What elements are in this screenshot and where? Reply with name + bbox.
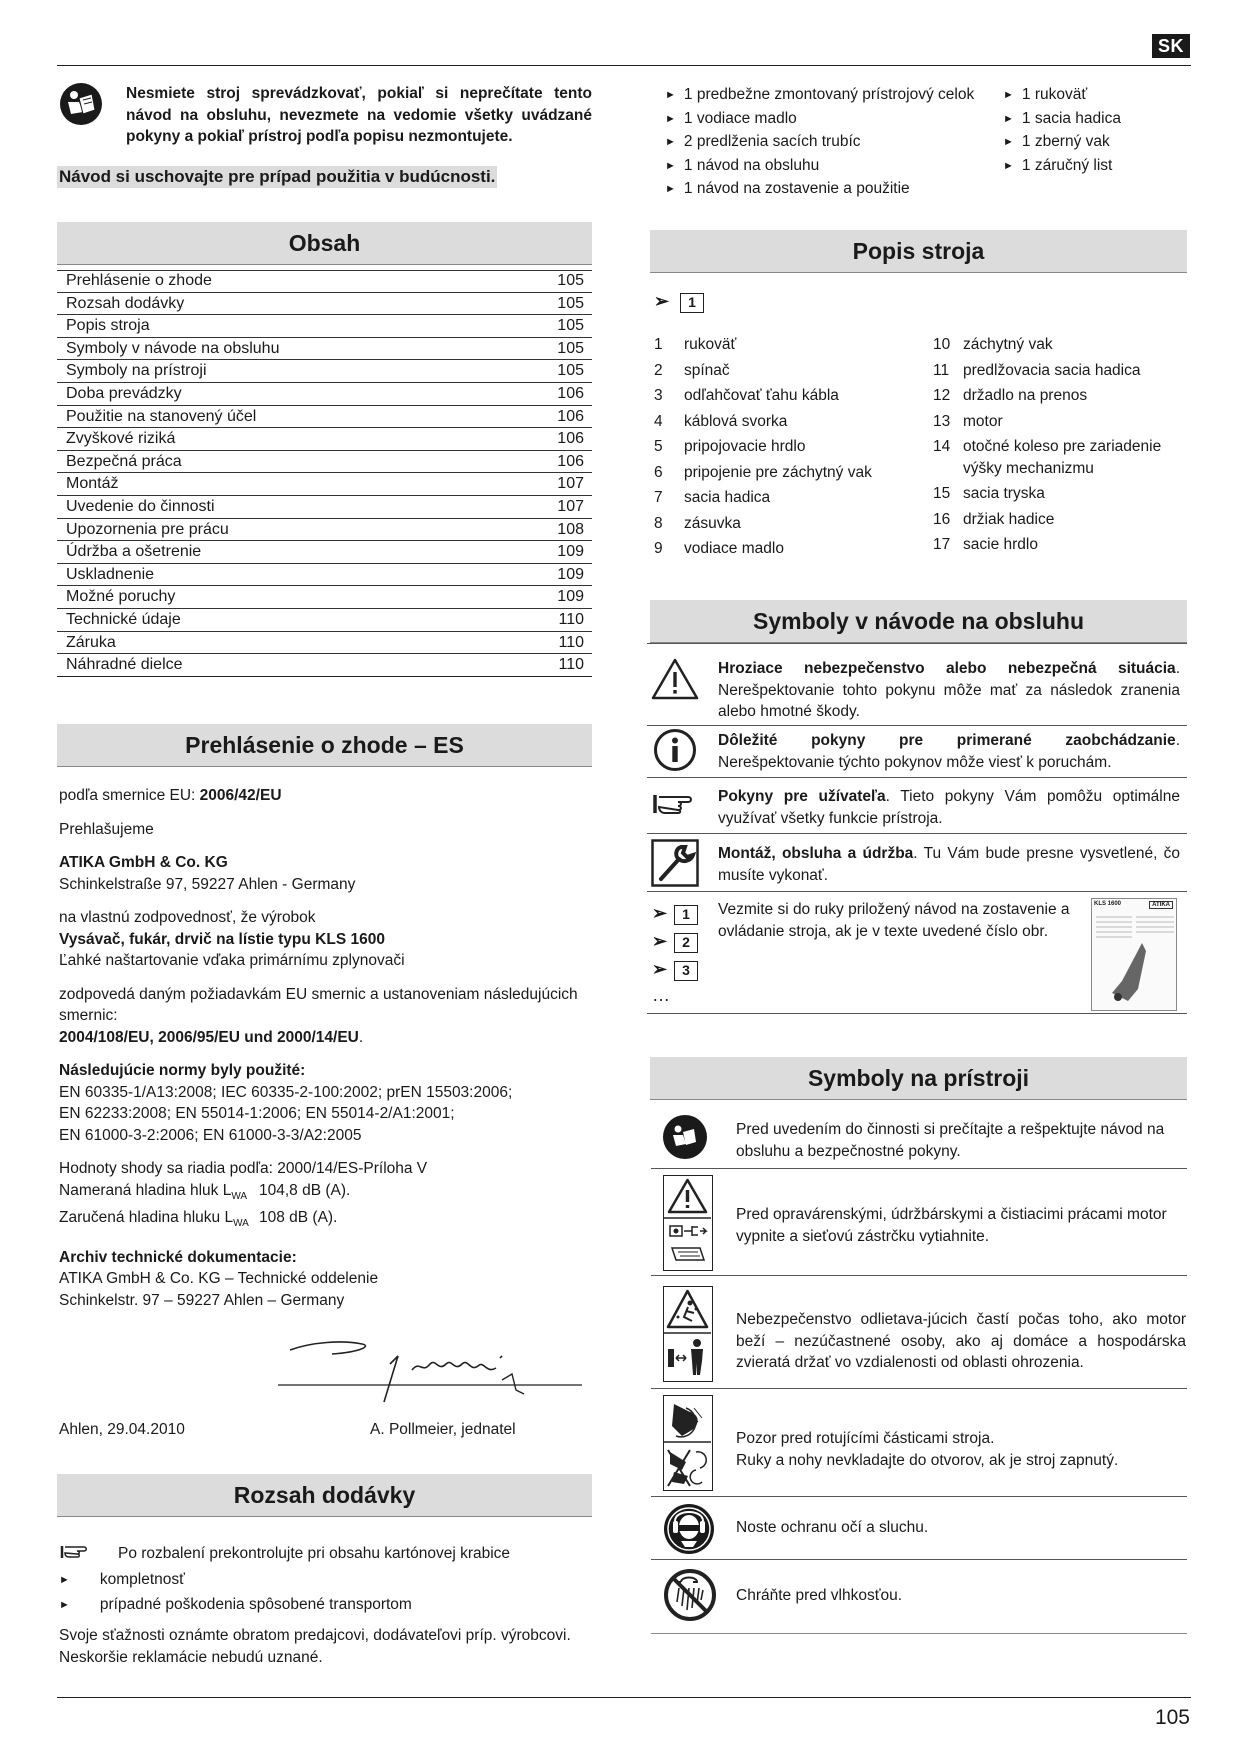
list-item: ► 1 rukoväť: [1003, 84, 1121, 108]
top-rule: [57, 65, 1191, 66]
device-symbol-line: obsluhu a bezpečnostné pokyny.: [736, 1142, 961, 1160]
device-symbol-line: Pred uvedením do činnosti si prečítajte a rešpektujte návod na: [736, 1121, 1165, 1138]
toc-row[interactable]: [57, 654, 592, 677]
device-symbol-line: zvieratá držať vo vzdialenosti od oblasti ohrozenia.: [736, 1354, 1084, 1371]
device-symbol-line: beží – nezúčastnené osoby, ako aj domáce a hospodárska: [736, 1332, 1186, 1350]
declare-line: Prehlašujeme: [59, 820, 154, 838]
signatory: A. Pollmeier, jednatel: [370, 1421, 516, 1438]
arrow-right-icon: ➢: [652, 931, 668, 951]
device-symbol-line: vypnite a sieťovú zástrčku vytiahnite.: [736, 1227, 990, 1245]
toc-row[interactable]: [57, 496, 592, 519]
part-item: [654, 362, 730, 380]
part-number: 14: [933, 438, 951, 455]
figure-text-line: Vezmite si do ruky priložený návod na zostavenie a: [718, 901, 1070, 918]
toc-page: 105: [557, 317, 584, 335]
warning-triangle-icon: [651, 657, 699, 706]
delivery-items-right: [1003, 84, 1121, 178]
info-text: [718, 730, 1180, 773]
toc-label: Údržba a ošetrenie: [66, 543, 202, 561]
device-symbol-row: [651, 1169, 1187, 1276]
toc-label: Popis stroja: [66, 317, 150, 335]
part-item: [654, 489, 770, 507]
archive-line: ATIKA GmbH & Co. KG – Technické oddelenie: [59, 1270, 379, 1288]
figure-ref: ➢ 1: [652, 900, 698, 928]
delivery-heading: Rozsah dodávky: [57, 1474, 592, 1517]
toc-label: Uvedenie do činnosti: [66, 498, 215, 515]
danger-title-line: Hroziace nebezpečenstvo alebo nebezpečná situácia.: [718, 660, 1180, 677]
list-item: ► 1 návod na zostavenie a použitie: [665, 178, 974, 202]
delivery-bullets: [59, 1568, 412, 1618]
part-item: [654, 387, 839, 405]
part-number: 12: [933, 387, 951, 404]
part-number: 11: [933, 361, 950, 379]
note-line: Svoje sťažnosti oznámte obratom predajcovi, dodávateľovi príp. výrobcovi.: [59, 1627, 571, 1644]
device-symbol-line: Pred opravárenskými, údržbárskymi a čistiacimi prácami motor: [736, 1206, 1167, 1223]
part-number: 3: [654, 387, 663, 404]
list-item: ► 2 predlženia sacích trubíc: [665, 131, 974, 155]
part-label: záchytný vak: [963, 336, 1053, 353]
maintenance-text: [718, 843, 1180, 886]
list-item: ► 1 záručný list: [1003, 155, 1121, 179]
toc-label: Montáž: [66, 475, 119, 493]
toc-row[interactable]: [57, 338, 592, 361]
danger-text: [718, 658, 1180, 723]
toc-label: Náhradné dielce: [66, 656, 183, 674]
list-item: ► 1 vodiace madlo: [665, 108, 974, 132]
noise-guaranteed: Zaručená hladina hluku $L_{WA}$ 108 dB (A).: [59, 1209, 338, 1230]
norm-line: EN 60335-1/A13:2008; IEC 60335-2-100:2002; prEN 15503:2006;: [59, 1083, 513, 1101]
toc-page: 106: [557, 430, 584, 448]
info-row: [647, 726, 1187, 778]
part-number: 7: [654, 489, 663, 506]
part-label: káblová svorka: [684, 412, 788, 430]
toc-row[interactable]: [57, 519, 592, 542]
toc-page: 109: [557, 543, 584, 561]
arrow-right-icon: ➢: [652, 903, 668, 923]
toc-page: 106: [557, 452, 584, 470]
toc-label: Upozornenia pre prácu: [66, 520, 229, 538]
hand-pointer-icon: [60, 1543, 88, 1566]
signature: [272, 1330, 602, 1415]
user-title-line: Pokyny pre užívateľa. Tieto pokyny Vám pomôžu optimálne: [718, 788, 1180, 805]
page-number: 105: [1154, 1706, 1190, 1729]
list-item: ► prípadné poškodenia spôsobené transportom: [59, 1593, 412, 1618]
toc-row[interactable]: [57, 473, 592, 496]
device-symbol-line: Ruky a nohy nevkladajte do otvorov, ak je stroj zapnutý.: [736, 1451, 1119, 1469]
part-item: [933, 536, 1038, 554]
figure-row: [647, 892, 1187, 1014]
toc-page: 107: [557, 475, 584, 493]
arrow-right-icon: ➢: [654, 291, 670, 311]
figure-ref: ➢ 3: [652, 956, 698, 984]
responsibility-line: na vlastnú zodpovednosť, že výrobok: [59, 909, 316, 926]
maintenance-row: [647, 834, 1187, 892]
figure-text-line: ovládanie stroja, ak je v texte uvedené číslo obr.: [718, 922, 1049, 940]
part-number: 8: [654, 514, 663, 532]
norm-line: EN 61000-3-2:2006; EN 61000-3-3/A2:2005: [59, 1126, 362, 1144]
info-line: Nerešpektovanie týchto pokynov môže viesť k poruchám.: [718, 753, 1112, 771]
info-title-line: Dôležité pokyny pre primerané zaobchádzanie.: [718, 732, 1180, 749]
no-moisture-icon: [663, 1568, 717, 1627]
toc-page: 105: [557, 362, 584, 380]
place-date: Ahlen, 29.04.2010: [59, 1421, 185, 1438]
toc-label: Uskladnenie: [66, 565, 155, 583]
toc-label: Použitie na stanovený účel: [66, 407, 257, 425]
device-symbol-line: Chráňte pred vlhkosťou.: [736, 1587, 903, 1604]
thumbnail-brand: ATIKA: [1149, 901, 1173, 909]
device-symbol-text: [736, 1428, 1118, 1471]
toc-page: 105: [557, 294, 584, 312]
toc-label: Technické údaje: [66, 611, 181, 628]
list-item: ► 1 sacia hadica: [1003, 108, 1121, 132]
norm-line: EN 62233:2008; EN 55014-1:2006; EN 55014-2/A1:2001;: [59, 1105, 455, 1122]
part-label: sacia hadica: [684, 489, 771, 506]
toc-label: Záruka: [66, 633, 116, 651]
flying-debris-icon: [663, 1286, 713, 1382]
part-item: [933, 336, 1053, 354]
declaration-body: [59, 785, 599, 1311]
device-symbol-text: [736, 1585, 902, 1607]
maintenance-line: musíte vykonať.: [718, 866, 829, 884]
toc-page: 110: [558, 656, 584, 674]
info-icon: [653, 728, 697, 777]
part-number: 9: [654, 540, 663, 557]
figure-reference: [654, 291, 704, 313]
keep-manual-note: Návod si uschovajte pre prípad použitia v budúcnosti.: [59, 167, 496, 186]
toc-label: Rozsah dodávky: [66, 294, 185, 312]
part-number: 2: [654, 361, 663, 379]
toc-label: Bezpečná práca: [66, 452, 182, 470]
manual-symbols-top-rule: [647, 643, 1187, 644]
read-manual-icon: [663, 1115, 707, 1159]
description-heading: Popis stroja: [650, 230, 1187, 273]
toc-label: Symboly na prístroji: [66, 362, 207, 380]
obsah-heading: Obsah: [57, 222, 592, 265]
part-label: držiak hadice: [963, 510, 1055, 528]
part-label: odľahčovať ťahu kábla: [684, 387, 839, 404]
figure-refs: [652, 900, 698, 1006]
user-line: využívať všetky funkcie prístroja.: [718, 809, 943, 827]
device-symbol-line: Noste ochranu očí a sluchu.: [736, 1519, 929, 1536]
device-symbol-text: [736, 1119, 1164, 1162]
toc-label: Možné poruchy: [66, 588, 176, 606]
bottom-rule: [57, 1697, 1191, 1698]
archive-line: Schinkelstr. 97 – 59227 Ahlen – Germany: [59, 1291, 345, 1309]
part-label: držadlo na prenos: [963, 387, 1088, 404]
toc-page: 106: [557, 385, 584, 402]
part-item: [933, 438, 1161, 456]
toc-page: 106: [557, 407, 584, 425]
ellipsis: …: [652, 985, 670, 1005]
toc-row[interactable]: [57, 632, 592, 655]
part-item: [654, 540, 784, 558]
part-label: rukoväť: [684, 336, 737, 353]
part-number: 17: [933, 536, 951, 553]
toc-page: 109: [557, 588, 584, 606]
part-number: 10: [933, 336, 951, 353]
device-symbols-bottom-rule: [651, 1633, 1187, 1634]
part-number: 5: [654, 438, 663, 455]
manual-thumbnail: [1091, 898, 1177, 1011]
device-symbol-row: [651, 1497, 1187, 1560]
part-item: [654, 336, 736, 354]
part-number: 6: [654, 463, 663, 481]
toc-page: 105: [557, 272, 584, 289]
toc-page: 109: [557, 565, 584, 583]
toc-page: 108: [557, 520, 584, 538]
part-item: [933, 387, 1087, 405]
toc-row[interactable]: [57, 383, 592, 406]
part-item: [933, 413, 1003, 431]
user-row: [647, 778, 1187, 834]
toc-row[interactable]: [57, 541, 592, 564]
eye-ear-protection-icon: [663, 1503, 715, 1560]
list-item: ► 1 zberný vak: [1003, 131, 1121, 155]
danger-line: Nerešpektovanie tohto pokynu môže mať za následok zranenia: [718, 681, 1180, 699]
read-manual-icon: [59, 82, 103, 131]
danger-row: [647, 654, 1187, 726]
list-item: ► 1 predbežne zmontovaný prístrojový celok: [665, 84, 974, 108]
part-item: [933, 485, 1045, 503]
part-number: 4: [654, 412, 663, 430]
delivery-items-left: [665, 84, 974, 202]
part-item: [654, 464, 872, 482]
language-badge: SK: [1152, 34, 1190, 58]
toc-row[interactable]: [57, 360, 592, 383]
rotating-parts-icon: [663, 1395, 713, 1491]
figure-number: 1: [680, 293, 704, 313]
toc-page: 110: [558, 611, 584, 628]
part-item: [654, 413, 787, 431]
part-item: [654, 515, 741, 533]
note-line: Neskoršie reklamácie nebudú uznané.: [59, 1648, 323, 1666]
danger-line: alebo hmotné škody.: [718, 703, 860, 720]
thumbnail-title: KLS 1600: [1094, 901, 1122, 907]
part-label: pripojenie pre záchytný vak: [684, 463, 872, 481]
delivery-note: [59, 1625, 571, 1668]
part-item: [933, 511, 1054, 529]
toc-row[interactable]: [57, 451, 592, 474]
conform-directives: 2004/108/EU, 2006/95/EU und 2000/14/EU.: [59, 1028, 364, 1046]
toc-row[interactable]: [57, 315, 592, 338]
part-label: spínač: [684, 361, 730, 379]
delivery-check: Po rozbalení prekontrolujte pri obsahu kartónovej krabice: [118, 1545, 511, 1562]
device-symbol-row: [651, 1560, 1187, 1633]
manual-symbols-heading: Symboly v návode na obsluhu: [650, 600, 1187, 643]
warning-text: Nesmiete stroj sprevádzkovať, pokiaľ si neprečítate tento návod na obsluhu, nevezmete na vedomie všetky uvádzané pokyny a pokiaľ prístroj podľa popisu nezmontujete.: [126, 85, 592, 145]
device-symbol-text: [736, 1309, 1186, 1374]
toc-label: Prehlásenie o zhode: [66, 272, 212, 289]
part-label: motor: [963, 412, 1003, 430]
toc-row[interactable]: [57, 586, 592, 609]
part-label: zásuvka: [684, 514, 741, 532]
toc-row[interactable]: [57, 270, 592, 293]
user-text: [718, 786, 1180, 829]
part-number: 13: [933, 412, 951, 430]
toc-row[interactable]: [57, 406, 592, 429]
part-label: pripojovacie hrdlo: [684, 438, 806, 455]
list-item: ► 1 návod na obsluhu: [665, 155, 974, 179]
device-symbol-row: [651, 1276, 1187, 1389]
device-symbol-row: [651, 1389, 1187, 1497]
toc-page: 105: [557, 339, 584, 357]
toc-label: Zvyškové riziká: [66, 430, 176, 448]
part-label: sacia tryska: [963, 485, 1045, 502]
device-symbols-heading: Symboly na prístroji: [650, 1057, 1187, 1100]
part-number: 1: [654, 336, 663, 353]
company-address: Schinkelstraße 97, 59227 Ahlen - Germany: [59, 875, 356, 893]
device-symbol-line: Nebezpečenstvo odlietava-júcich častí počas toho, ako motor: [736, 1311, 1186, 1328]
part-label: vodiace madlo: [684, 540, 784, 557]
device-symbol-text: [736, 1204, 1167, 1247]
arrow-right-icon: ➢: [652, 959, 668, 979]
maintenance-title-line: Montáž, obsluha a údržba. Tu Vám bude presne vysvetlené, čo: [718, 845, 1181, 862]
device-symbol-text: [736, 1517, 928, 1539]
toc-row[interactable]: [57, 293, 592, 316]
figure-text: [718, 899, 1078, 942]
toc-label: Symboly v návode na obsluhu: [66, 339, 280, 357]
part-label: sacie hrdlo: [963, 536, 1038, 553]
device-symbol-row: [651, 1107, 1187, 1169]
toc-row[interactable]: [57, 564, 592, 587]
unplug-warning-icon: [663, 1175, 713, 1271]
company: ATIKA GmbH & Co. KG: [59, 854, 228, 871]
norms-title: Následujúcie normy byly použité:: [59, 1062, 306, 1079]
declaration-heading: Prehlásenie o zhode – ES: [57, 724, 592, 767]
device-symbol-line: Pozor pred rotujícími částicami stroja.: [736, 1430, 995, 1447]
toc-row[interactable]: [57, 428, 592, 451]
product-note: Ľahké naštartovanie vďaka primárnímu zplynovači: [59, 952, 405, 969]
conform-line-2: smernic:: [59, 1007, 118, 1024]
part-item: [933, 362, 1141, 380]
toc-label: Doba prevádzky: [66, 385, 182, 402]
part-label: otočné koleso pre zariadenie: [963, 438, 1162, 455]
part-label-continuation: výšky mechanizmu: [963, 459, 1094, 477]
part-label: predlžovacia sacia hadica: [963, 361, 1141, 379]
list-item: ► kompletnosť: [59, 1568, 412, 1593]
part-number: 15: [933, 485, 951, 502]
hand-pointer-icon: [652, 791, 696, 822]
noise-intro: Hodnoty shody sa riadia podľa: 2000/14/ES-Príloha V: [59, 1160, 428, 1177]
conform-line: zodpovedá daným požiadavkám EU smernic a ustanoveniam následujúcich: [59, 985, 578, 1003]
part-item: [654, 438, 806, 456]
toc-row[interactable]: [57, 609, 592, 632]
noise-measured: Nameraná hladina hluk $L_{WA}$ 104,8 dB (A).: [59, 1181, 351, 1202]
wrench-icon: [651, 839, 699, 892]
product-name: Vysávač, fukár, drvič na lístie typu KLS 1600: [59, 930, 385, 948]
part-number: 16: [933, 510, 951, 528]
archive-title: Archiv technické dokumentacie:: [59, 1248, 297, 1266]
toc-page: 107: [557, 498, 584, 515]
directive-line: podľa smernice EU: 2006/42/EU: [59, 787, 282, 804]
toc-page: 110: [558, 633, 584, 651]
figure-ref: ➢ 2: [652, 928, 698, 956]
